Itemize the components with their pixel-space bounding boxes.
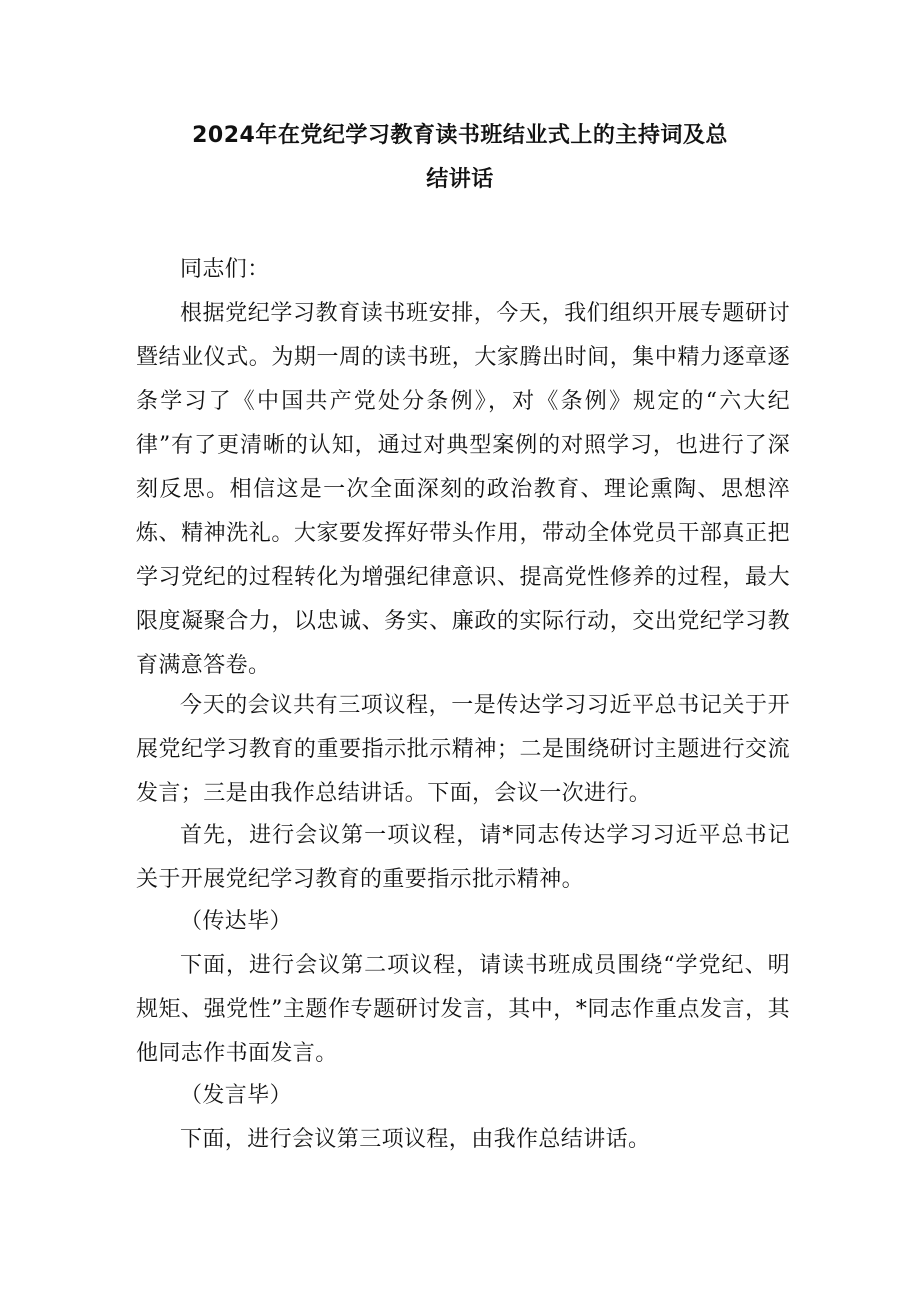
paragraph-2-text: 今天的会议共有三项议程，一是传达学习习近平总书记关于开展党纪学习教育的重要指示批示精神；二是围绕研讨主题进行交流发言；三是由我作总结讲话。下面，会议一次进行。: [136, 693, 790, 806]
paragraph-4: [136, 944, 790, 1076]
paragraph-1: [136, 292, 790, 688]
note-transmission-complete: （传达毕）: [180, 909, 293, 934]
paragraph-2: [136, 684, 790, 816]
paragraph-4-text: 下面，进行会议第二项议程，请读书班成员围绕“学党纪、明规矩、强党性”主题作专题研讨发言，其中，*同志作重点发言，其他同志作书面发言。: [136, 953, 790, 1066]
document-title-line-2: 结讲话: [426, 167, 494, 192]
paragraph-3: [136, 814, 790, 902]
document-title-line-1: 2024年在党纪学习教育读书班结业式上的主持词及总: [192, 123, 728, 148]
salutation-text: 同志们：: [180, 257, 270, 282]
paragraph-3-text: 首先，进行会议第一项议程，请*同志传达学习习近平总书记关于开展党纪学习教育的重要指示批示精神。: [136, 823, 790, 892]
paragraph-5: [136, 1118, 790, 1162]
salutation: [136, 248, 790, 292]
paragraph-1-text: 根据党纪学习教育读书班安排，今天，我们组织开展专题研讨暨结业仪式。为期一周的读书班，大家腾出时间，集中精力逐章逐条学习了《中国共产党处分条例》，对《条例》规定的“六大纪律”有了更清晰的认知，通过对典型案例的对照学习，也进行了深刻反思。相信这是一次全面深刻的政治教育、理论熏陶、思想淬炼、精神洗礼。大家要发挥好带头作用，带动全体党员干部真正把学习党纪的过程转化为增强纪律意识、提高党性修养的过程，最大限度凝聚合力，以忠诚、务实、廉政的实际行动，交出党纪学习教育满意答卷。: [136, 301, 790, 678]
paragraph-5-text: 下面，进行会议第三项议程，由我作总结讲话。: [180, 1127, 651, 1152]
note-speeches-complete: （发言毕）: [180, 1083, 293, 1108]
